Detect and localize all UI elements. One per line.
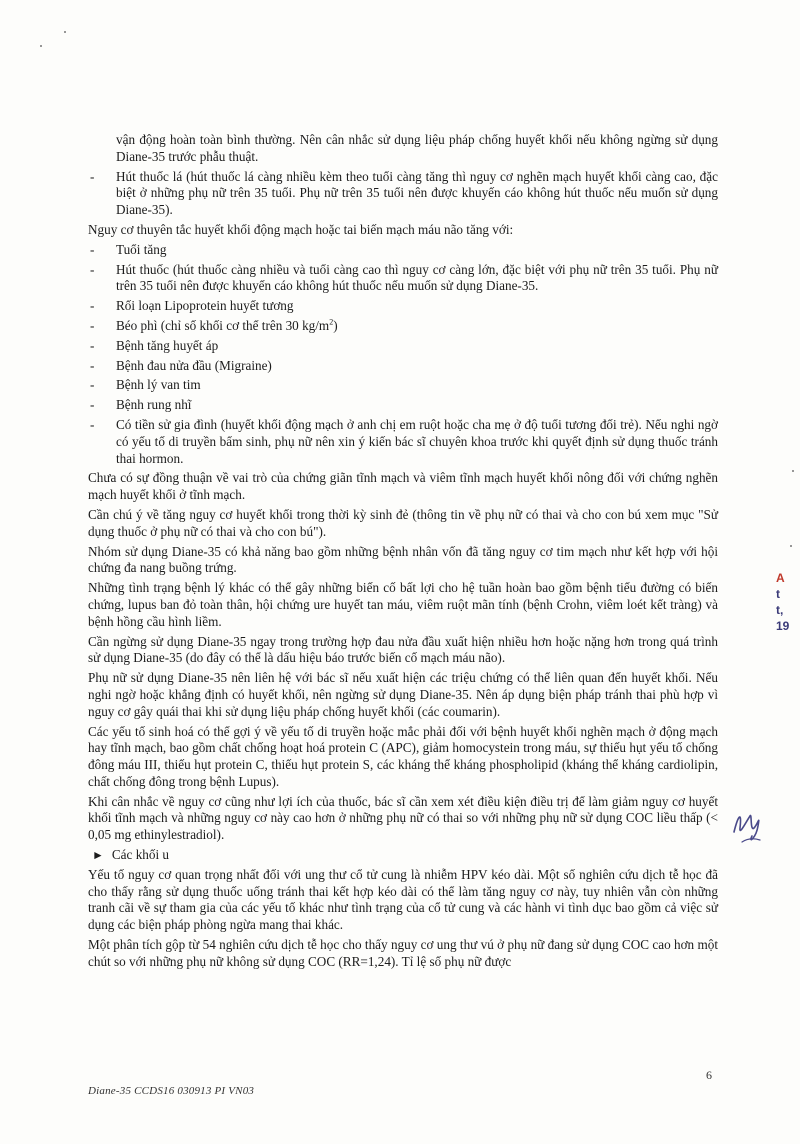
edge-text-line: t	[776, 587, 780, 601]
bullet-dash: -	[90, 357, 95, 373]
paragraph	[88, 634, 718, 668]
block-text: Khi cân nhắc về nguy cơ cũng như lợi ích của thuốc, bác sĩ cần xem xét điều kiện điều trị để làm giảm nguy cơ huyết khối tĩnh mạch và những nguy cơ này cao hơn ở những phụ nữ có thai so với những phụ nữ sử dụng COC liều thấp (< 0,05 mg ethinylestradiol).	[88, 793, 718, 843]
scan-speck	[64, 31, 66, 33]
bullet-dash: -	[90, 298, 95, 314]
block-text: Tuổi tăng	[116, 241, 167, 257]
bullet-item	[88, 318, 718, 335]
bullet-item	[88, 338, 718, 355]
paragraph	[88, 794, 718, 844]
bullet-dash: -	[90, 416, 95, 432]
footer-document-code: Diane-35 CCDS16 030913 PI VN03	[88, 1085, 255, 1097]
block-text: Các khối u	[111, 847, 170, 863]
edge-text-line: 19	[776, 619, 790, 633]
block-text: Bệnh tăng huyết áp	[116, 337, 219, 353]
handwritten-initials	[728, 802, 768, 848]
bullet-dash: -	[90, 317, 95, 333]
section-heading	[88, 847, 718, 864]
bullet-dash: -	[90, 168, 95, 184]
bullet-dash: -	[90, 261, 95, 277]
page-number: 6	[706, 1068, 712, 1082]
edge-text-line: t,	[776, 603, 784, 617]
paragraph	[88, 724, 718, 791]
block-text: Một phân tích gộp từ 54 nghiên cứu dịch tễ học cho thấy nguy cơ ung thư vú ở phụ nữ đang sử dụng COC cao hơn một chút so với những phụ nữ không sử dụng COC (RR=1,24). Tỉ lệ số phụ nữ được	[88, 937, 718, 969]
paragraph	[88, 580, 718, 630]
bullet-item	[88, 169, 718, 219]
bullet-item	[88, 242, 718, 259]
block-text: Hút thuốc lá (hút thuốc lá càng nhiều kèm theo tuổi càng tăng thì nguy cơ nghẽn mạch huyết khối càng cao, đặc biệt ở những phụ nữ trên 35 tuổi. Phụ nữ trên 35 tuổi nên được khuyến cáo không hút thuốc nếu muốn sử dụng Diane-35).	[116, 168, 718, 218]
block-text: Có tiền sử gia đình (huyết khối động mạch ở anh chị em ruột hoặc cha mẹ ở độ tuổi tương đối trẻ). Nếu nghi ngờ có yếu tố di truyền bẩm sinh, phụ nữ nên xin ý kiến bác sĩ chuyên khoa trước khi quyết định sử dụng thuốc tránh thai hormon.	[116, 416, 718, 466]
block-text: Những tình trạng bệnh lý khác có thể gây những biến cố bất lợi cho hệ tuần hoàn bao gồm bệnh tiểu đường có biến chứng, lupus ban đỏ toàn thân, hội chứng ure huyết tan máu, viêm ruột mãn tính (bệnh Crohn, viêm loét kết tràng) và bệnh hồng cầu hình liềm.	[88, 580, 718, 629]
bullet-item	[88, 358, 718, 375]
paragraph	[88, 222, 718, 239]
bullet-dash: -	[90, 337, 95, 353]
superscript: 2	[329, 317, 334, 327]
block-text: Nhóm sử dụng Diane-35 có khả năng bao gồm những bệnh nhân vốn đã tăng nguy cơ tim mạch như kết hợp với hội chứng đa nang buồng trứng.	[88, 543, 718, 576]
block-text: vận động hoàn toàn bình thường. Nên cân nhắc sử dụng liệu pháp chống huyết khối nếu không ngừng sử dụng Diane-35 trước phẫu thuật.	[116, 132, 718, 164]
bullet-item	[88, 417, 718, 467]
block-text: Phụ nữ sử dụng Diane-35 nên liên hệ với bác sĩ nếu xuất hiện các triệu chứng có thể liên quan đến huyết khối. Nếu nghi ngờ hoặc khẳng định có huyết khối, nên ngừng sử dụng Diane-35. Nên áp dụng biện pháp tránh thai phù hợp vì nguy cơ gây quái thai khi sử dụng liệu pháp chống huyết khối (các coumarin).	[88, 670, 718, 719]
paragraph	[88, 544, 718, 578]
block-text-tail: )	[333, 317, 338, 333]
bullet-item	[88, 298, 718, 315]
block-text: Nguy cơ thuyên tắc huyết khối động mạch hoặc tai biến mạch máu não tăng với:	[88, 221, 514, 237]
block-text: Hút thuốc (hút thuốc càng nhiều và tuổi càng cao thì nguy cơ càng lớn, đặc biệt với phụ nữ trên 35 tuổi. Phụ nữ trên 35 tuổi nên được khuyến cáo không hút thuốc nếu muốn sử dụng Diane-35.	[116, 261, 718, 294]
block-text: Bệnh lý van tim	[116, 377, 201, 393]
triangle-marker-icon: ►	[92, 848, 104, 863]
bullet-item	[88, 397, 718, 414]
block-text: Bệnh đau nửa đầu (Migraine)	[116, 357, 272, 373]
edge-text-line: A	[776, 571, 785, 585]
paragraph	[88, 470, 718, 504]
bullet-item	[88, 262, 718, 296]
continued-paragraph	[88, 132, 718, 166]
block-text: Cần chú ý về tăng nguy cơ huyết khối trong thời kỳ sinh đẻ (thông tin về phụ nữ có thai và cho con bú xem mục "Sử dụng thuốc ở phụ nữ có thai và cho con bú").	[88, 506, 718, 539]
document-body	[88, 132, 718, 974]
block-text: Béo phì (chỉ số khối cơ thể trên 30 kg/m	[116, 317, 330, 333]
paragraph	[88, 937, 718, 971]
bullet-item	[88, 377, 718, 394]
paragraph	[88, 670, 718, 720]
block-text: Các yếu tố sinh hoá có thể gợi ý về yếu tố di truyền hoặc mắc phải đối với bệnh huyết khối nghẽn mạch ở động mạch hay tĩnh mạch, bao gồm chất chống hoạt hoá protein C (APC), giảm homocystein trong máu, sự thiếu hụt yếu tố chống đông máu III, thiếu hụt protein C, thiếu hụt protein S, các kháng thể kháng phospholipid (kháng thể kháng cardiolipin, chất chống đông trong bệnh Lupus).	[88, 723, 718, 789]
paragraph	[88, 507, 718, 541]
scan-speck	[40, 45, 42, 47]
paragraph	[88, 867, 718, 934]
block-text: Rối loạn Lipoprotein huyết tương	[116, 298, 294, 314]
bullet-dash: -	[90, 397, 95, 413]
block-text: Cần ngừng sử dụng Diane-35 ngay trong trường hợp đau nửa đầu xuất hiện nhiều hơn hoặc nặng hơn trong quá trình sử dụng Diane-35 (do đây có thể là dấu hiệu báo trước biến cố mạch máu não).	[88, 633, 718, 666]
bullet-dash: -	[90, 377, 95, 393]
scan-speck	[792, 470, 794, 472]
scan-speck	[790, 545, 792, 547]
block-text: Bệnh rung nhĩ	[116, 397, 192, 413]
block-text: Chưa có sự đồng thuận về vai trò của chứng giãn tĩnh mạch và viêm tĩnh mạch huyết khối nông đối với chứng nghẽn mạch huyết khối ở tĩnh mạch.	[88, 470, 718, 503]
block-text: Yếu tố nguy cơ quan trọng nhất đối với ung thư cổ tử cung là nhiễm HPV kéo dài. Một số nghiên cứu dịch tễ học đã cho thấy rằng sử dụng thuốc uống tránh thai kết hợp kéo dài có thể làm tăng nguy cơ này, tuy nhiên vẫn còn những tranh cãi về sự tham gia của các yếu tố khác như tình trạng của cổ tử cung và các hành vi tình dục bao gồm cả việc sử dụng các biện pháp phòng ngừa mang thai khác.	[88, 866, 718, 933]
margin-edge-text	[776, 570, 789, 634]
bullet-dash: -	[90, 241, 95, 257]
